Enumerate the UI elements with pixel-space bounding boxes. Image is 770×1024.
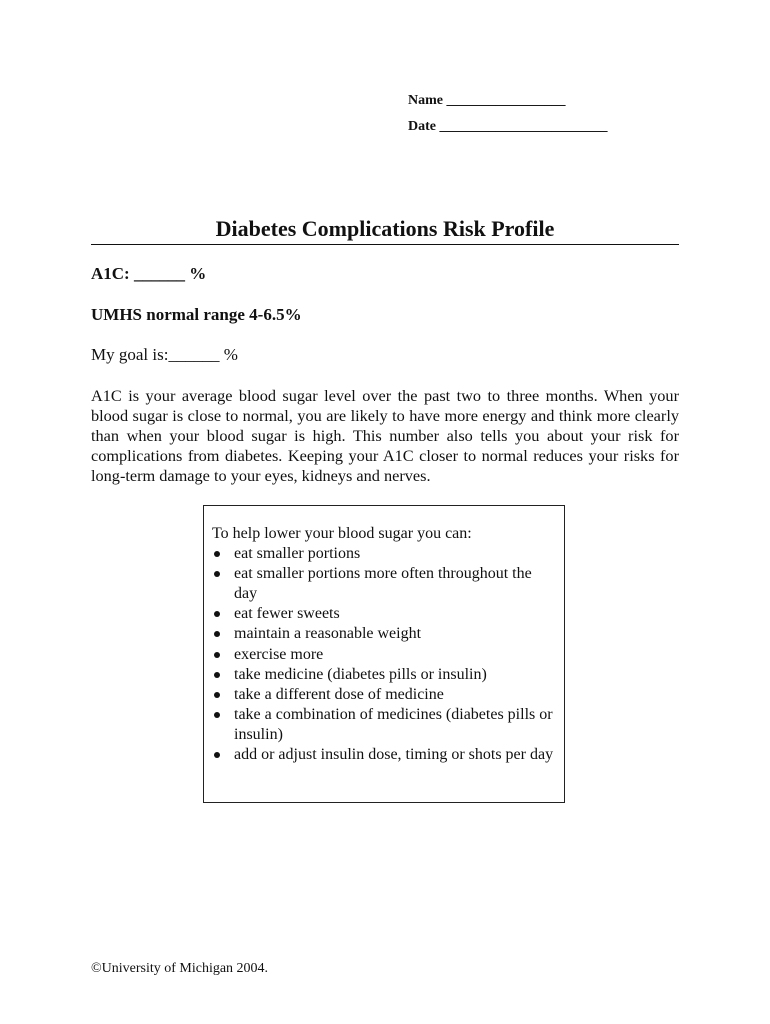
tips-box (203, 505, 565, 803)
list-item: maintain a reasonable weight (212, 624, 558, 644)
tips-list (212, 544, 558, 765)
normal-range-line: UMHS normal range 4-6.5% (91, 305, 302, 324)
tips-heading: To help lower your blood sugar you can: (212, 525, 472, 542)
list-item: exercise more (212, 645, 558, 665)
goal-line: My goal is:______ % (91, 345, 238, 364)
list-item: take medicine (diabetes pills or insulin) (212, 665, 558, 685)
date-field-line: Date ________________________ (408, 119, 608, 134)
list-item: take a combination of medicines (diabetes pills or insulin) (212, 705, 558, 745)
list-item: eat smaller portions (212, 544, 558, 564)
list-item: take a different dose of medicine (212, 685, 558, 705)
list-item: add or adjust insulin dose, timing or shots per day (212, 745, 558, 765)
name-field-line: Name _________________ (408, 93, 566, 108)
list-item: eat smaller portions more often throughout the day (212, 564, 558, 604)
document-title: Diabetes Complications Risk Profile (91, 214, 679, 245)
a1c-explanation-paragraph: A1C is your average blood sugar level over the past two to three months. When your blood sugar is close to normal, you are likely to have more energy and think more clearly than when your blood sugar is high. This number also tells you about your risk for complications from diabetes. Keeping your A1C closer to normal reduces your risks for long-term damage to your eyes, kidneys and nerves. (91, 386, 679, 485)
a1c-line: A1C: ______ % (91, 264, 207, 283)
list-item: eat fewer sweets (212, 604, 558, 624)
copyright-notice: ©University of Michigan 2004. (91, 961, 269, 976)
